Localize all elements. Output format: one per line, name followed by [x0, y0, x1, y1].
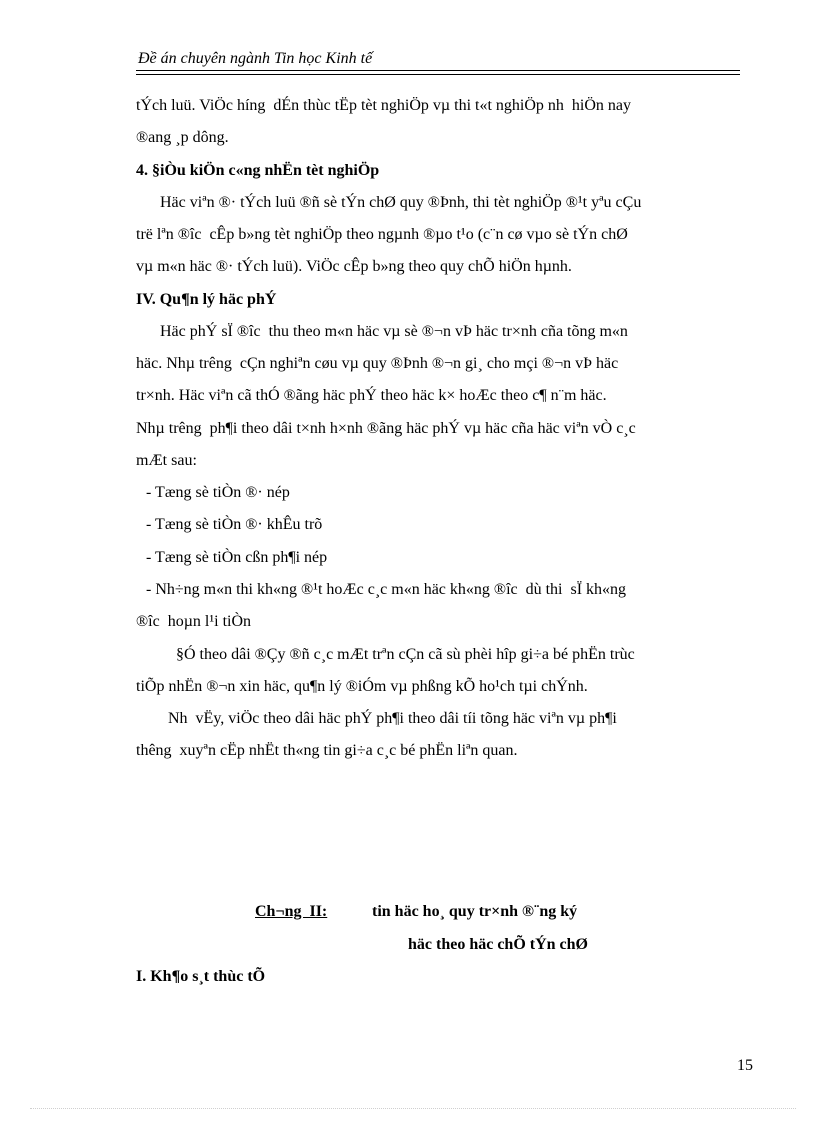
body-line-5: trë lªn ®îc cÊp b»ng tèt nghiÖp theo ngµnh ®µo t¹o (c¨n cø vµo sè tÝn chØ [136, 226, 628, 243]
list-item-3: - Tæng sè tiÒn cßn ph¶i nép [146, 549, 328, 566]
body-line-6: vµ m«n häc ®· tÝch luü). ViÖc cÊp b»ng theo quy chÕ hiÖn hµnh. [136, 258, 572, 275]
list-item-1: - Tæng sè tiÒn ®· nép [146, 484, 290, 501]
running-header: Đề án chuyên ngành Tin học Kinh tế [138, 50, 373, 67]
body-line-12: mÆt sau: [136, 452, 197, 469]
body-line-10: tr×nh. Häc viªn cã thÓ ®ãng häc phÝ theo häc k× hoÆc theo c¶ n¨m häc. [136, 387, 607, 404]
page-number: 15 [737, 1057, 753, 1074]
body-line-18: §Ó theo dâi ®Çy ®ñ c¸c mÆt trªn cÇn cã sù phèi hîp gi÷a bé phËn trùc [176, 646, 635, 663]
body-line-8: Häc phÝ sÏ ®îc thu theo m«n häc vµ sè ®¬n vÞ häc tr×nh cña tõng m«n [160, 323, 628, 340]
header-rule-bottom [136, 74, 740, 75]
section-heading-i: I. Kh¶o s¸t thùc tÕ [136, 968, 266, 985]
body-line-1: tÝch luü. ViÖc híng dÉn thùc tËp tèt nghiÖp vµ thi t«t nghiÖp nh hiÖn nay [136, 97, 632, 114]
header-rule-top [136, 70, 740, 71]
list-item-4-continued: ®îc hoµn l¹i tiÒn [136, 613, 252, 630]
body-line-9: häc. Nhµ trêng cÇn nghiªn cøu vµ quy ®Þnh ®¬n gi¸ cho mçi ®¬n vÞ häc [136, 355, 619, 372]
list-item-4: - Nh÷ng m«n thi kh«ng ®¹t hoÆc c¸c m«n häc kh«ng ®îc dù thi sÏ kh«ng [146, 581, 627, 598]
body-line-11: Nhµ trêng ph¶i theo dâi t×nh h×nh ®ãng häc phÝ vµ häc cña häc viªn vÒ c¸c [136, 420, 636, 437]
subsection-heading-4: 4. §iÒu kiÖn c«ng nhËn tèt nghiÖp [136, 162, 380, 179]
page-bottom-border [30, 1108, 796, 1109]
list-item-2: - Tæng sè tiÒn ®· khÊu trõ [146, 516, 323, 533]
chapter-title-line-2: häc theo häc chÕ tÝn chØ [408, 936, 588, 953]
body-line-2: ®ang ¸p dông. [136, 129, 229, 146]
body-line-20: Nh vËy, viÖc theo dâi häc phÝ ph¶i theo dâi tíi tõng häc viªn vµ ph¶i [168, 710, 617, 727]
section-heading-iv: IV. Qu¶n lý häc phÝ [136, 291, 277, 308]
body-line-21: thêng xuyªn cËp nhËt th«ng tin gi÷a c¸c bé phËn liªn quan. [136, 742, 518, 759]
body-line-4: Häc viªn ®· tÝch luü ®ñ sè tÝn chØ quy ®Þnh, thi tèt nghiÖp ®¹t yªu cÇu [160, 194, 642, 211]
chapter-label: Ch¬ng II: [255, 903, 328, 920]
body-line-19: tiÕp nhËn ®¬n xin häc, qu¶n lý ®iÓm vµ phßng kÕ ho¹ch tµi chÝnh. [136, 678, 588, 695]
chapter-title-line-1: tin häc ho¸ quy tr×nh ®¨ng ký [372, 903, 578, 920]
